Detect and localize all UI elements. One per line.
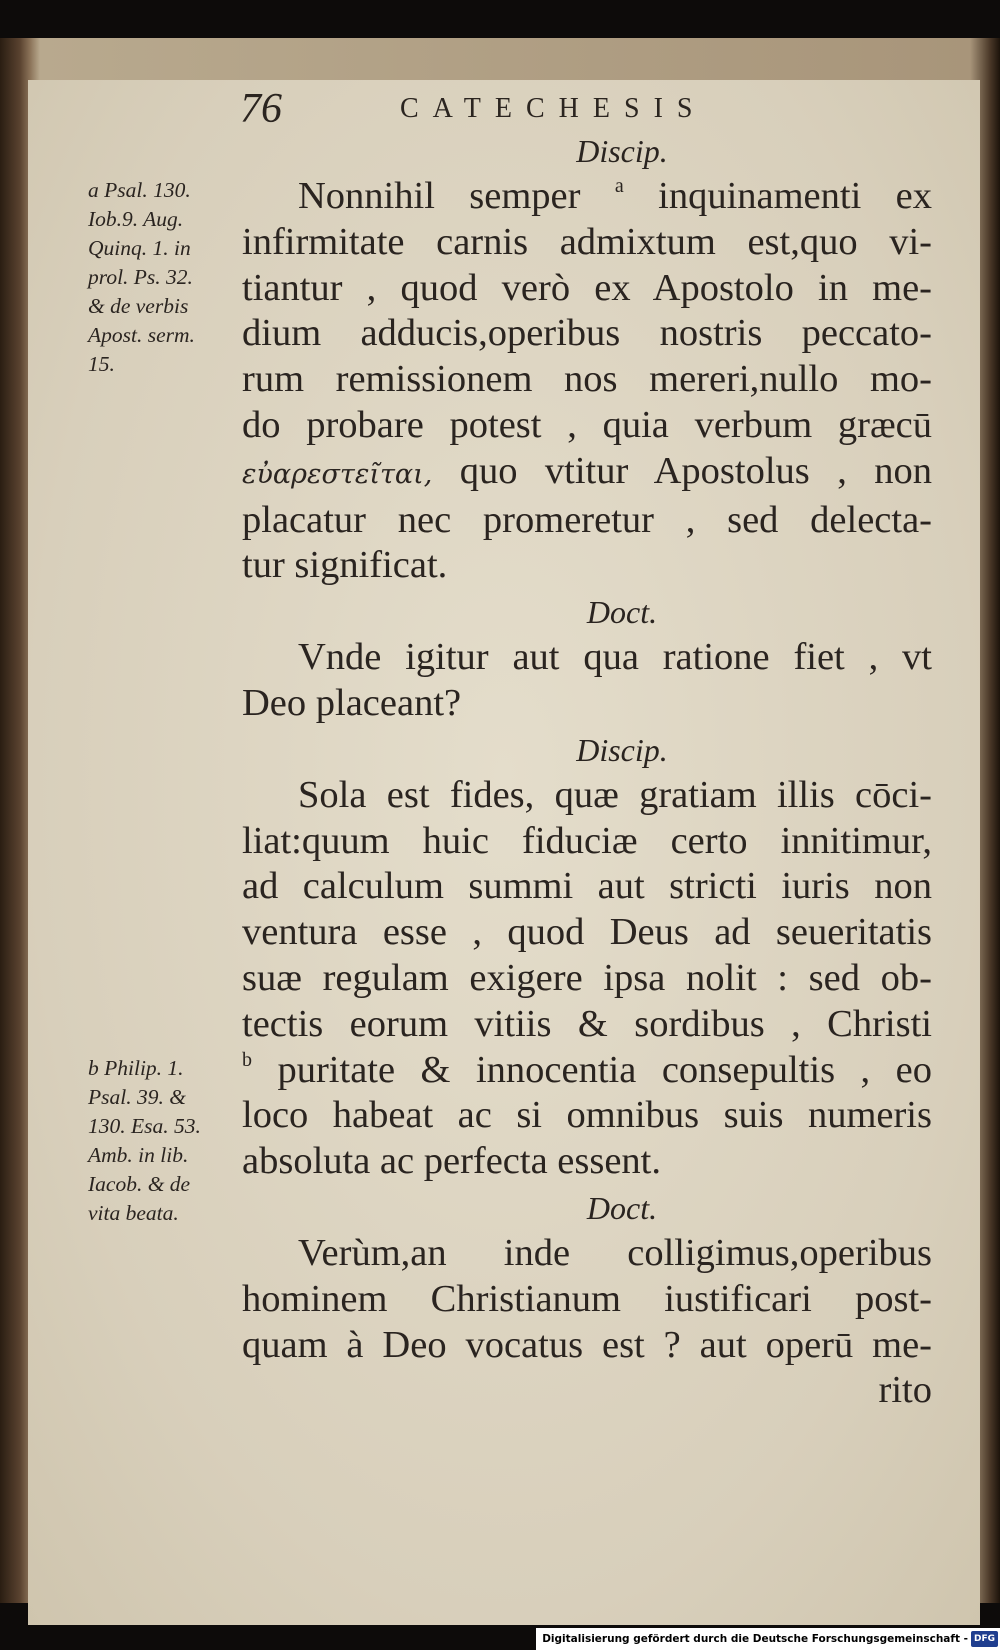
margin-note-line: 15.	[88, 352, 115, 376]
margin-note-b	[88, 1054, 238, 1228]
speaker-heading: Doct.	[586, 1189, 658, 1226]
margin-note-line: Amb. in lib.	[88, 1143, 189, 1167]
margin-note-line: & de verbis	[88, 294, 189, 318]
margin-note-line: Apost. serm.	[88, 323, 195, 347]
text-line: infirmitate carnis admixtum est,quo vi-	[242, 220, 932, 263]
margin-note-line: Iacob. & de	[88, 1172, 191, 1196]
text-line: Vnde igitur aut qua ratione fiet , vt	[298, 636, 932, 679]
dfg-logo: DFG	[971, 1631, 998, 1647]
margin-note-line: a Psal. 130.	[88, 178, 191, 202]
speaker-heading: Discip.	[576, 133, 668, 169]
text-line: placatur nec promeretur , sed delecta-	[242, 498, 932, 541]
text-fragment: inquinamenti ex	[658, 175, 933, 217]
margin-note-line: Quinq. 1. in	[88, 236, 191, 260]
footnote-marker: b	[242, 1048, 252, 1071]
text-line: liat:quum huic fiduciæ certo innitimur,	[242, 819, 932, 862]
text-line: hominem Christianum iustificari post-	[242, 1277, 932, 1320]
margin-note-line: Iob.9. Aug.	[88, 207, 184, 231]
text-line	[242, 449, 932, 498]
text-line: loco habeat ac si omnibus suis numeris	[242, 1094, 932, 1137]
margin-note-line: 130. Esa. 53.	[88, 1114, 201, 1138]
text-line: absoluta ac perfecta essent.	[242, 1140, 662, 1183]
digitization-credit	[536, 1628, 1000, 1650]
text-line: do probare potest , quia verbum græcū	[242, 403, 932, 446]
body-text	[242, 128, 932, 1414]
text-line: ventura esse , quod Deus ad seueritatis	[242, 911, 932, 954]
greek-word: εὐαρεστεῖται,	[242, 458, 433, 490]
text-line: rum remissionem nos mereri,nullo mo-	[242, 358, 932, 401]
text-line: Sola est fides, quæ gratiam illis cōci-	[298, 773, 932, 816]
credit-text: Digitalisierung gefördert durch die Deutsche Forschungsgemeinschaft -	[542, 1633, 968, 1645]
footnote-marker: a	[614, 175, 624, 197]
running-title: CATECHESIS	[400, 93, 707, 124]
speaker-heading: Discip.	[576, 731, 668, 768]
text-line: ad calculum summi aut stricti iuris non	[242, 865, 932, 908]
text-line: tectis eorum vitiis & sordibus , Christi	[242, 1002, 932, 1045]
text-fragment: Nonnihil semper	[298, 175, 581, 217]
catchword: rito	[878, 1369, 932, 1412]
text-line: Deo placeant?	[242, 681, 462, 724]
margin-note-a	[88, 176, 238, 379]
text-line: quam à Deo vocatus est ? aut operū me-	[242, 1323, 932, 1366]
text-line: suæ regulam exigere ipsa nolit : sed ob-	[242, 956, 932, 999]
text-line: tur significat.	[242, 544, 448, 587]
text-line	[242, 1048, 932, 1094]
text-line: dium adducis,operibus nostris peccato-	[242, 312, 932, 355]
text-fragment: quo vtitur Apostolus , non	[459, 449, 933, 492]
margin-note-line: Psal. 39. &	[88, 1085, 186, 1109]
page-number: 76	[240, 86, 282, 132]
margin-note-line: prol. Ps. 32.	[88, 265, 193, 289]
text-line: Verùm,an inde colligimus,operibus	[298, 1231, 932, 1274]
text-line: tiantur , quod verò ex Apostolo in me-	[242, 266, 932, 309]
speaker-heading: Doct.	[586, 594, 658, 631]
margin-note-line: vita beata.	[88, 1201, 179, 1225]
margin-note-line: b Philip. 1.	[88, 1056, 184, 1080]
text-line	[242, 174, 932, 220]
text-fragment: puritate & innocentia consepultis , eo	[277, 1048, 932, 1091]
